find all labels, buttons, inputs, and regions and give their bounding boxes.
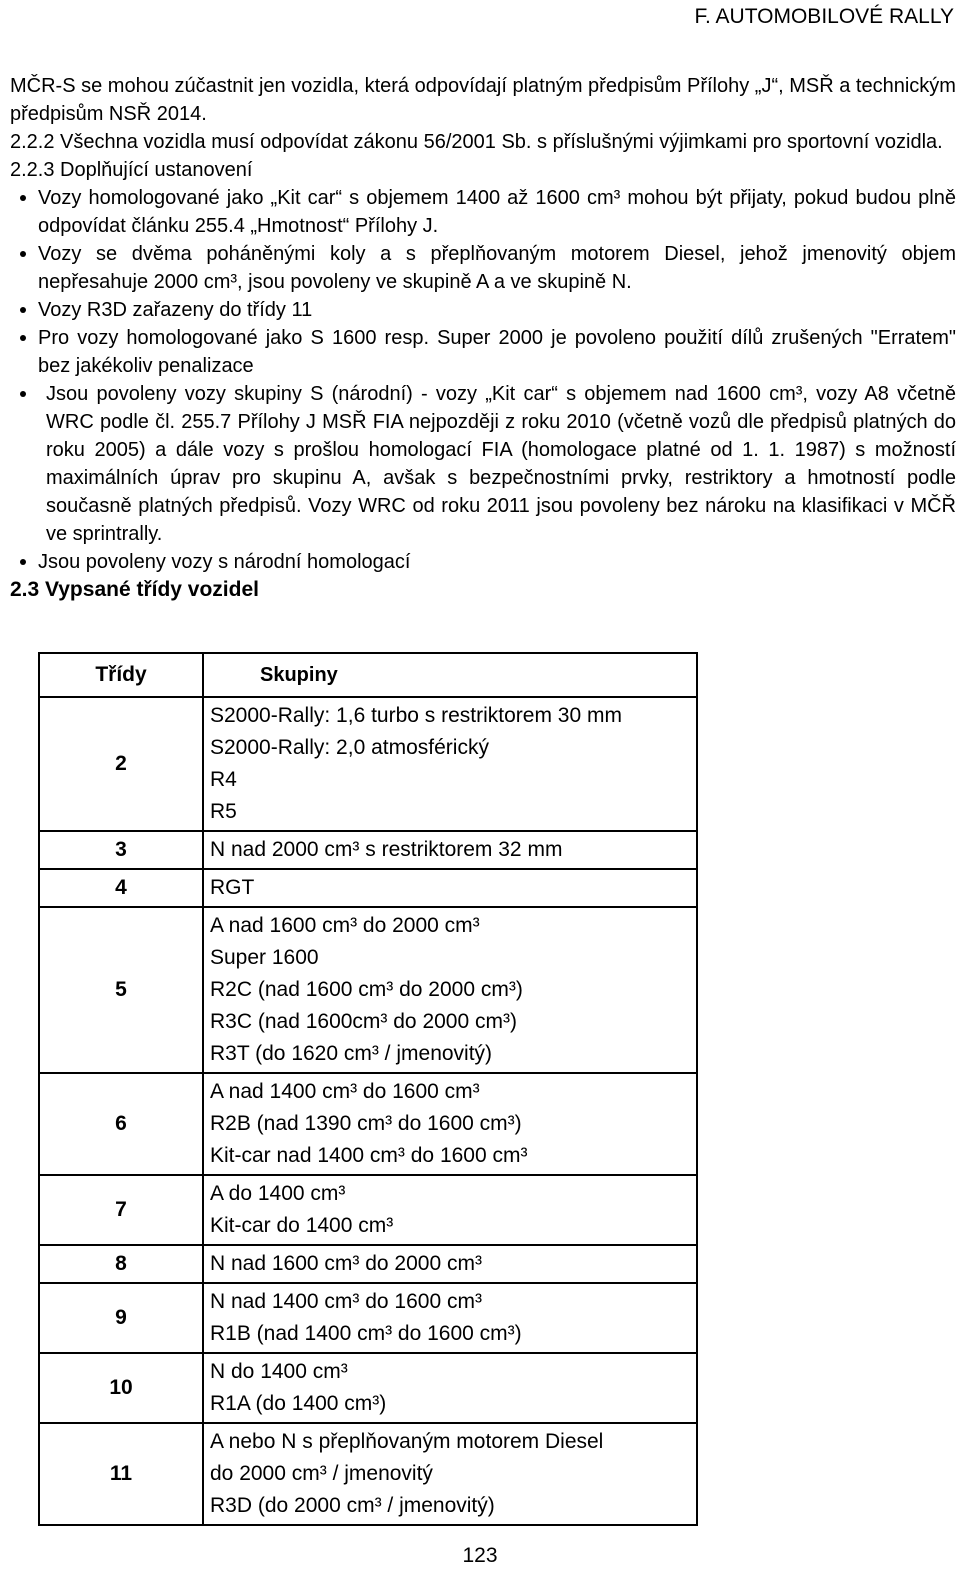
bullet-icon (20, 335, 26, 341)
group-line: R1B (nad 1400 cm³ do 1600 cm³) (210, 1322, 522, 1345)
group-line: S2000-Rally: 2,0 atmosférický (210, 736, 489, 759)
groups-cell (203, 907, 697, 1073)
bullet-item: Vozy se dvěma poháněnými koly a s přeplňovaným motorem Diesel, jehož jmenovitý objem nepřesahuje 2000 cm³, jsou povoleny ve skupině A a ve skupině N. (10, 240, 956, 296)
group-line: R3T (do 1620 cm³ / jmenovitý) (210, 1042, 493, 1065)
bullet-item: Jsou povoleny vozy skupiny S (národní) - vozy „Kit car“ s objemem nad 1600 cm³, vozy A8 včetně WRC podle čl. 255.7 Přílohy J MSŘ FIA nejpozději z roku 2010 (včetně vozů dle předpisů platných do roku 2005) a dále vozy s prošlou homologací FIA (homologace platné od 1. 1. 1987) s možností maximálních úprav pro skupinu A, avšak s bezpečnostními prvky, restriktory a hmotností podle současně platných předpisů. Vozy WRC od roku 2011 jsou povoleny bez nároku na klasifikaci v MČŘ ve sprintrally. (10, 380, 956, 548)
group-line: A nebo N s přeplňovaným motorem Diesel (210, 1430, 604, 1453)
group-line: R1A (do 1400 cm³) (210, 1392, 387, 1415)
class-number-cell: 10 (39, 1353, 203, 1423)
group-line: N nad 1600 cm³ do 2000 cm³ (210, 1252, 482, 1275)
group-line: N do 1400 cm³ (210, 1360, 348, 1383)
group-line: R3D (do 2000 cm³ / jmenovitý) (210, 1494, 495, 1517)
class-number-cell: 3 (39, 831, 203, 869)
bullet-item: Vozy homologované jako „Kit car“ s objemem 1400 až 1600 cm³ mohou být přijaty, pokud budou plně odpovídat článku 255.4 „Hmotnost“ Přílohy J. (10, 184, 956, 240)
column-header-groups: Skupiny (203, 653, 697, 697)
groups-cell (203, 1175, 697, 1245)
class-number-cell: 9 (39, 1283, 203, 1353)
group-line: Super 1600 (210, 946, 319, 969)
table-row (39, 907, 697, 1073)
table-row (39, 1175, 697, 1245)
table-row (39, 1423, 697, 1525)
group-line: Kit-car do 1400 cm³ (210, 1214, 394, 1237)
table-row (39, 869, 697, 907)
groups-cell (203, 869, 697, 907)
class-number-cell: 5 (39, 907, 203, 1073)
bullet-icon (20, 559, 26, 565)
bullet-item: Vozy R3D zařazeny do třídy 11 (10, 296, 956, 324)
table-row (39, 697, 697, 831)
bullet-icon (20, 251, 26, 257)
class-number-cell: 8 (39, 1245, 203, 1283)
page-header: F. AUTOMOBILOVÉ RALLY (694, 5, 954, 28)
group-line: R2C (nad 1600 cm³ do 2000 cm³) (210, 978, 523, 1001)
group-line: S2000-Rally: 1,6 turbo s restriktorem 30 mm (210, 704, 622, 727)
page-number: 123 (462, 1544, 498, 1567)
bullet-item: Jsou povoleny vozy s národní homologací (10, 548, 956, 576)
table-row (39, 1283, 697, 1353)
table-body (39, 697, 697, 1525)
section-heading: 2.3 Vypsané třídy vozidel (10, 578, 259, 601)
table-header-row (39, 653, 697, 697)
bullet-icon (20, 195, 26, 201)
class-number-cell: 6 (39, 1073, 203, 1175)
table-row (39, 831, 697, 869)
group-line: R5 (210, 800, 237, 823)
group-line: N nad 1400 cm³ do 1600 cm³ (210, 1290, 482, 1313)
group-line: N nad 2000 cm³ s restriktorem 32 mm (210, 838, 563, 861)
document-body (10, 72, 956, 604)
table-row (39, 1353, 697, 1423)
intro-paragraph-2: 2.2.2 Všechna vozidla musí odpovídat zákonu 56/2001 Sb. s příslušnými výjimkami pro sportovní vozidla. 2.2.3 Doplňující ustanovení (10, 131, 943, 181)
class-number-cell: 11 (39, 1423, 203, 1525)
vehicle-classes-table (38, 652, 698, 1526)
group-line: R4 (210, 768, 237, 791)
group-line: R3C (nad 1600cm³ do 2000 cm³) (210, 1010, 517, 1033)
groups-cell (203, 697, 697, 831)
class-number-cell: 2 (39, 697, 203, 831)
class-number-cell: 7 (39, 1175, 203, 1245)
intro-paragraph-1: MČR-S se mohou zúčastnit jen vozidla, která odpovídají platným předpisům Přílohy „J“, MSŘ a technickým předpisům NSŘ 2014. (10, 75, 956, 125)
bullet-item: Pro vozy homologované jako S 1600 resp. Super 2000 je povoleno použití dílů zrušených "Erratem" bez jakékoliv penalizace (10, 324, 956, 380)
groups-cell (203, 831, 697, 869)
groups-cell (203, 1423, 697, 1525)
rules-bullet-list (10, 184, 956, 576)
groups-cell (203, 1245, 697, 1283)
group-line: A nad 1600 cm³ do 2000 cm³ (210, 914, 480, 937)
bullet-icon (20, 307, 26, 313)
groups-cell (203, 1073, 697, 1175)
groups-cell (203, 1283, 697, 1353)
group-line: A nad 1400 cm³ do 1600 cm³ (210, 1080, 480, 1103)
group-line: A do 1400 cm³ (210, 1182, 346, 1205)
bullet-icon (20, 391, 26, 397)
group-line: Kit-car nad 1400 cm³ do 1600 cm³ (210, 1144, 528, 1167)
column-header-classes: Třídy (39, 653, 203, 697)
groups-cell (203, 1353, 697, 1423)
class-number-cell: 4 (39, 869, 203, 907)
table-row (39, 1245, 697, 1283)
table-row (39, 1073, 697, 1175)
group-line: do 2000 cm³ / jmenovitý (210, 1462, 433, 1485)
group-line: R2B (nad 1390 cm³ do 1600 cm³) (210, 1112, 522, 1135)
group-line: RGT (210, 876, 255, 899)
